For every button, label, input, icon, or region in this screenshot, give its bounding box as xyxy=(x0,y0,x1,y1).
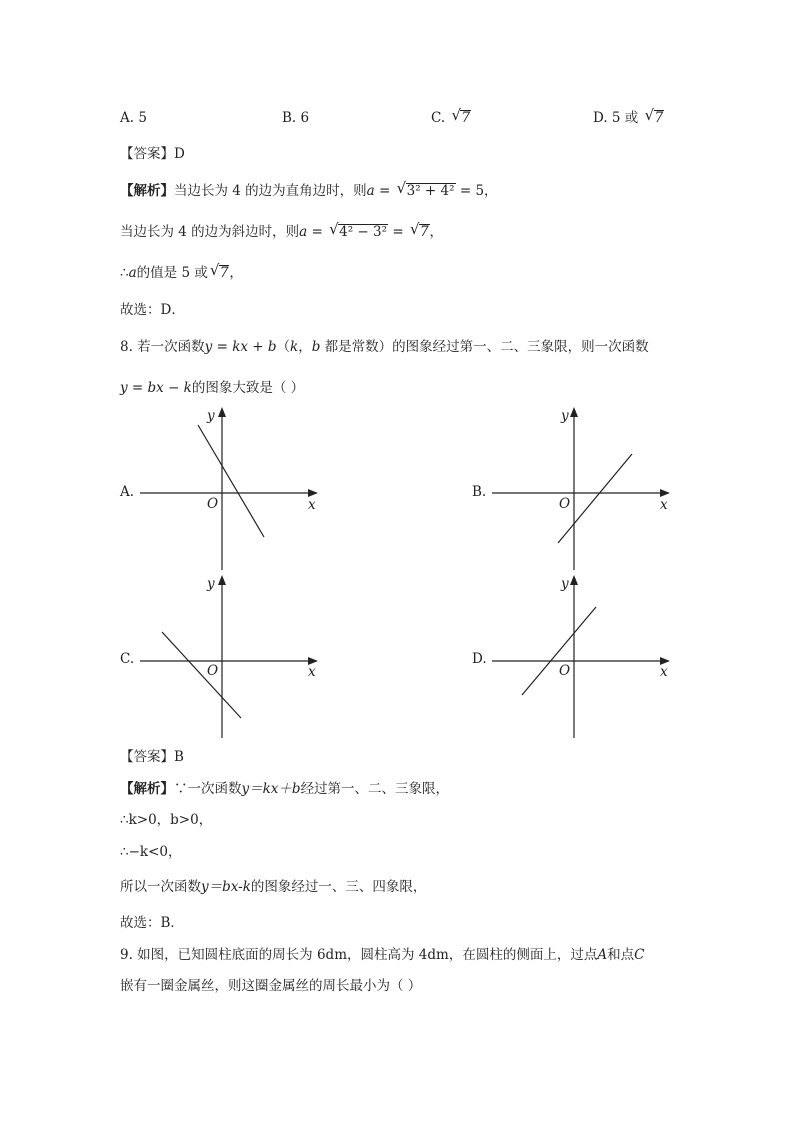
q7-answer: 【答案】D xyxy=(120,146,185,162)
sqrt-icon: √ 7 xyxy=(644,106,664,126)
sqrt-icon: √ 7 xyxy=(409,220,429,240)
sqrt-icon: √ 4² − 3² xyxy=(329,220,388,240)
q7-choose: 故选：D． xyxy=(120,302,185,318)
graph-b-label: B. xyxy=(472,484,487,500)
y-axis-arrow-icon xyxy=(218,575,226,585)
graph-c xyxy=(140,573,325,738)
option-a: A. 5 xyxy=(120,110,147,126)
graph-d-y-label: y xyxy=(561,576,569,592)
q8-analysis-line-3: ∴−k<0， xyxy=(120,844,182,860)
option-d-label: D. 5 或 xyxy=(593,110,639,126)
graph-d-x-label: x xyxy=(660,664,668,680)
graph-c-origin-label: O xyxy=(207,663,219,679)
graph-d-label: D. xyxy=(472,651,487,667)
graph-c-y-label: y xyxy=(207,576,215,592)
option-c-label: C. xyxy=(431,110,446,126)
option-b: B. 6 xyxy=(282,110,310,126)
graph-b-y-label: y xyxy=(561,408,569,424)
graph-a-x-label: x xyxy=(308,497,316,513)
sqrt-icon: √ 3² + 4² xyxy=(396,179,455,199)
graph-a-y-label: y xyxy=(207,408,215,424)
sqrt-icon: √ 7 xyxy=(209,261,229,281)
graph-a xyxy=(140,405,325,570)
option-c xyxy=(431,108,471,128)
q8-choose: 故选：B． xyxy=(120,915,184,931)
q7-analysis-line-3: ∴a的值是 5 或 √ 7， xyxy=(120,261,243,281)
y-axis-arrow-icon xyxy=(218,407,226,417)
graph-c-label: C. xyxy=(120,651,135,667)
q7-analysis-line-2: 当边长为 4 的边为斜边时，则a = √ 4² − 3² = √ 7， xyxy=(120,220,444,240)
graph-d xyxy=(492,573,677,738)
graph-a-label: A. xyxy=(120,484,135,500)
q8-analysis-line-1: 【解析】∵一次函数y＝kx＋b经过第一、二、三象限， xyxy=(120,781,450,797)
q8-analysis-line-2: ∴k>0，b>0， xyxy=(120,812,213,828)
x-axis-arrow-icon xyxy=(308,489,318,497)
analysis-tag: 【解析】 xyxy=(120,781,174,797)
function-line xyxy=(522,607,596,695)
function-line xyxy=(162,632,241,718)
sqrt-icon: √ 7 xyxy=(451,106,471,126)
q8-analysis-line-4: 所以一次函数y＝bx-k的图象经过一、三、四象限， xyxy=(120,879,427,895)
q9-stem-line-1: 9. 如图，已知圆柱底面的周长为 6dm，圆柱高为 4dm，在圆柱的侧面上，过点A和点C xyxy=(120,947,645,963)
graph-b xyxy=(492,405,677,570)
q8-answer: 【答案】B xyxy=(120,749,184,765)
graph-b-origin-label: O xyxy=(559,496,571,512)
graph-a-origin-label: O xyxy=(207,496,219,512)
q9-stem-line-2: 嵌有一圈金属丝，则这圈金属丝的周长最小为（ ） xyxy=(120,978,422,994)
graph-c-x-label: x xyxy=(308,664,316,680)
x-axis-arrow-icon xyxy=(660,489,670,497)
analysis-tag: 【解析】 xyxy=(120,183,174,199)
q8-stem-line-1: 8. 若一次函数y = kx + b（k，b 都是常数）的图象经过第一、二、三象限，则一次函数 xyxy=(120,339,649,355)
graph-d-origin-label: O xyxy=(559,663,571,679)
y-axis-arrow-icon xyxy=(570,575,578,585)
graph-b-x-label: x xyxy=(660,497,668,513)
q7-analysis-line-1: 【解析】当边长为 4 的边为直角边时，则a = √ 3² + 4² = 5， xyxy=(120,179,498,199)
q8-stem-line-2: y = bx − k的图象大致是（ ） xyxy=(120,380,305,396)
function-line xyxy=(198,425,264,537)
y-axis-arrow-icon xyxy=(570,407,578,417)
option-d xyxy=(593,108,664,128)
